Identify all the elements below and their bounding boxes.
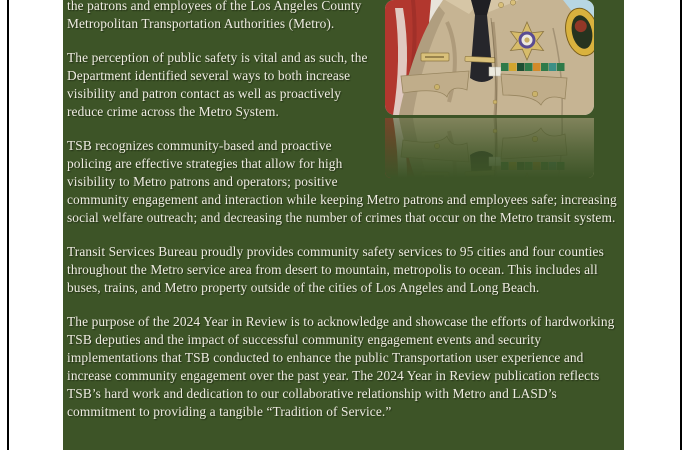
deputy-photo: [385, 0, 594, 115]
body-paragraph-5: The purpose of the 2024 Year in Review is to acknowledge and showcase the efforts of hardworking TSB deputies and the impact of successful community engagement events and security implementations that TSB conducted to enhance the public Transportation user experience and increase community engagement over the past year. The 2024 Year in Review publication reflects TSB’s hard work and dedication to our collaborative relationship with Metro and LASD’s commitment to providing a tangible “Tradition of Service.”: [67, 314, 615, 419]
body-paragraph-4: Transit Services Bureau proudly provides community safety services to 95 cities and four counties throughout the Metro service area from desert to mountain, metropolis to ocean. This includes all buses, trains, and Metro property outside of the cities of Los Angeles and Long Beach.: [67, 244, 604, 295]
document-page: [63, 0, 624, 450]
body-paragraph-1: the patrons and employees of the Los Angeles County Metropolitan Transportation Authorities (Metro).: [67, 0, 362, 31]
deputy-photo-art: [385, 0, 594, 115]
deputy-photo-reflection: [385, 118, 594, 178]
body-paragraph-2: The perception of public safety is vital and as such, the Department identified several ways to both increase visibility and patron contact as well as proactively reduce crime across the Metro System.: [67, 50, 368, 119]
body-paragraph-3: TSB recognizes community-based and proactive policing are effective strategies that allow for high visibility to Metro patrons and operators; positive community engagement and interaction while keeping Metro patrons and employees safe; increasing social welfare outreach; and decreasing the number of crimes that occur on the Metro transit system.: [67, 138, 617, 225]
reflection-fade-overlay: [385, 118, 594, 178]
deputy-photo-figure: [385, 0, 594, 178]
left-frame-line: [7, 0, 9, 450]
right-frame-line: [680, 0, 682, 450]
